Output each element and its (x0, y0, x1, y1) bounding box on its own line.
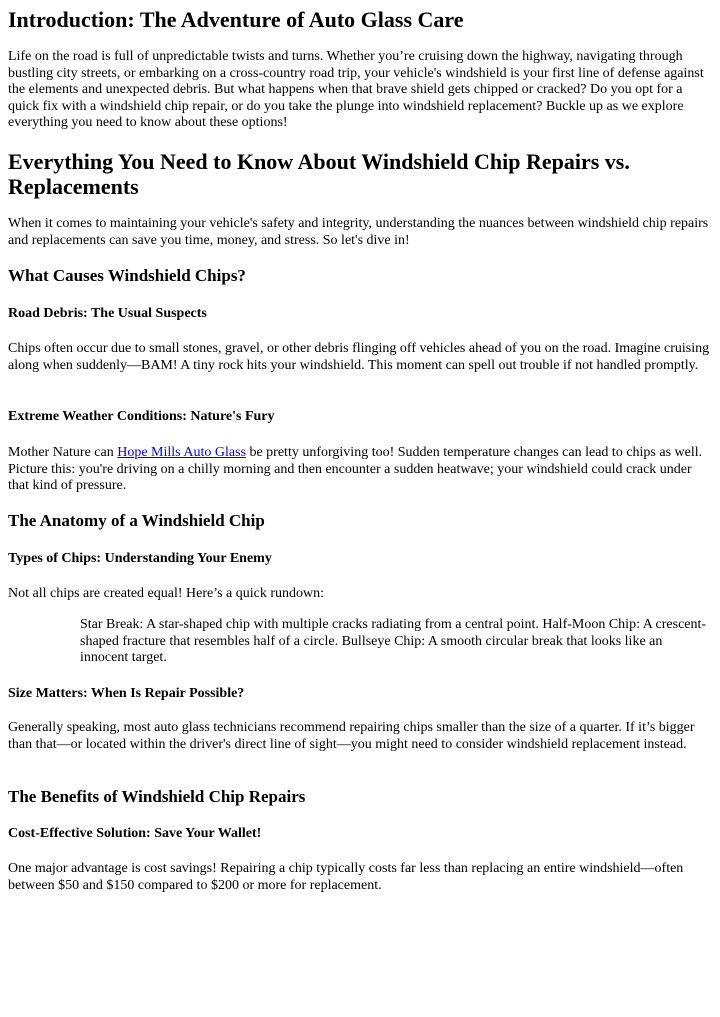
weather-text-before: Mother Nature can (8, 445, 118, 460)
causes-title: What Causes Windshield Chips? (8, 266, 246, 285)
chip-types-list: Star Break: A star-shaped chip with multiple cracks radiating from a central point. Half-Moon Chip: A crescent-shaped fracture that resembles half of a circle. Bullseye Chip: A smooth circular break that looks like an innocent target. (80, 617, 707, 665)
size-paragraph: Generally speaking, most auto glass technicians recommend repairing chips smaller than the size of a quarter. If it’s bigger than that—or located within the driver's direct line of sight—you might need to consider windshield replacement instead. (8, 720, 695, 752)
main-paragraph: When it comes to maintaining your vehicle's safety and integrity, understanding the nuances between windshield chip repairs and replacements can save you time, money, and stress. So let's dive in! (8, 216, 709, 248)
weather-paragraph (8, 445, 716, 495)
weather-text-after: be pretty unforgiving too! Sudden temperature changes can lead to chips as well. Picture this: you're driving on a chilly morning and then encounter a sudden heatwave; your windshield could crack under that kind of pressure. (8, 445, 703, 493)
benefits-title: The Benefits of Windshield Chip Repairs (8, 787, 306, 806)
types-paragraph: Not all chips are created equal! Here’s a quick rundown: (8, 586, 325, 601)
hope-mills-auto-glass-link[interactable]: Hope Mills Auto Glass (117, 445, 246, 460)
intro-paragraph: Life on the road is full of unpredictable twists and turns. Whether you’re cruising down the highway, navigating through bustling city streets, or embarking on a cross-country road trip, your vehicle's windshield is your first line of defense against the elements and unexpected debris. But what happens when that brave shield gets chipped or cracked? Do you opt for a quick fix with a windshield chip repair, or do you take the plunge into windshield replacement? Buckle up as we explore everything you need to know about these options! (8, 49, 704, 130)
intro-title: Introduction: The Adventure of Auto Glass Care (8, 7, 464, 32)
cost-heading: Cost-Effective Solution: Save Your Wallet! (8, 826, 262, 841)
size-heading: Size Matters: When Is Repair Possible? (8, 686, 245, 701)
types-heading: Types of Chips: Understanding Your Enemy (8, 551, 272, 566)
cost-paragraph: One major advantage is cost savings! Repairing a chip typically costs far less than replacing an entire windshield—often between $50 and $150 compared to $200 or more for replacement. (8, 861, 684, 893)
weather-heading: Extreme Weather Conditions: Nature's Fury (8, 409, 275, 424)
debris-paragraph: Chips often occur due to small stones, gravel, or other debris flinging off vehicles ahead of you on the road. Imagine cruising along when suddenly—BAM! A tiny rock hits your windshield. This moment can spell out trouble if not handled promptly. (8, 341, 710, 373)
debris-heading: Road Debris: The Usual Suspects (8, 306, 207, 321)
main-title: Everything You Need to Know About Windshield Chip Repairs vs. Replacements (8, 149, 630, 199)
anatomy-title: The Anatomy of a Windshield Chip (8, 511, 265, 530)
